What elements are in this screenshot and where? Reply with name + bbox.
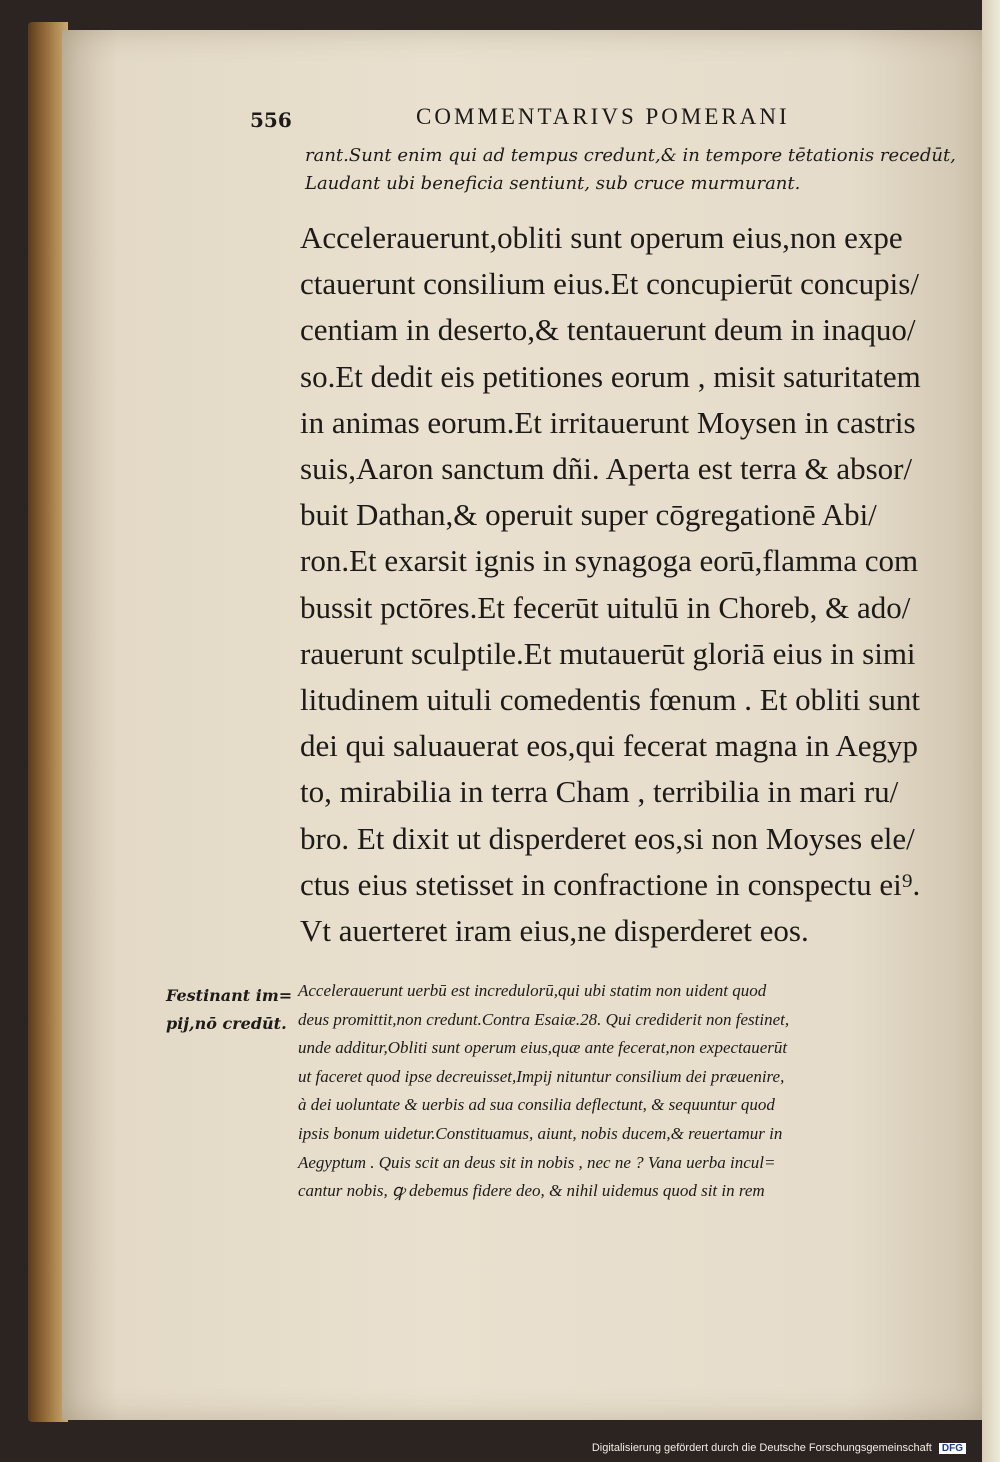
commentary-line: à dei uoluntate & uerbis ad sua consilia deflectunt, & sequuntur quod [298, 1095, 775, 1115]
commentary-line: ut faceret quod ipse decreuisset,Impij nituntur consilium dei præuenire, [298, 1066, 785, 1086]
page-number: 556 [250, 108, 292, 132]
credit-text: Digitalisierung gefördert durch die Deutsche Forschungsgemeinschaft [591, 1442, 932, 1454]
commentary-line: Accelerauerunt uerbū est incredulorū,qui ubi statim non uident quod [298, 981, 767, 1000]
main-line: ctauerunt consilium eius.Et concupierūt concupis/ [300, 266, 919, 302]
dfg-logo: DFG [939, 1443, 966, 1454]
gloss-line: Laudant ubi beneficia sentiunt, sub cruce murmurant. [305, 173, 801, 194]
main-line: dei qui saluauerat eos,qui fecerat magna in Aegyp [300, 728, 919, 764]
main-line: centiam in deserto,& tentauerunt deum in inaquo/ [300, 312, 916, 348]
commentary-line: Aegyptum . Quis scit an deus sit in nobis , nec ne ? Vana uerba incul= [298, 1152, 776, 1172]
commentary-text [298, 977, 958, 1206]
main-text [300, 215, 960, 954]
main-line: ctus eius stetisset in confractione in conspectu ei⁹. [300, 866, 921, 902]
main-line: rauerunt sculptile.Et mutauerūt gloriā eius in simi [300, 635, 916, 671]
main-line: Vt auerteret iram eius,ne disperderet eos. [300, 913, 809, 949]
main-line: so.Et dedit eis petitiones eorum , misit saturitatem [300, 358, 921, 394]
main-line: bro. Et dixit ut disperderet eos,si non Moyses ele/ [300, 820, 915, 856]
main-line: bussit pctōres.Et fecerūt uitulū in Choreb, & ado/ [300, 589, 911, 625]
main-line: to, mirabilia in terra Cham , terribilia in mari ru/ [300, 774, 899, 810]
main-line: buit Dathan,& operuit super cōgregationē Abi/ [300, 497, 877, 533]
running-head: COMMENTARIVS POMERANI [416, 104, 790, 129]
gloss-line: rant.Sunt enim qui ad tempus credunt,& in tempore tētationis recedūt, [305, 145, 956, 166]
marginal-note-line: Festinant im= [166, 986, 293, 1005]
main-line: suis,Aaron sanctum dñi. Aperta est terra & absor/ [300, 451, 913, 487]
digitization-credit [592, 1442, 966, 1454]
top-gloss [305, 142, 965, 198]
commentary-line: cantur nobis, ꝙ debemus fidere deo, & nihil uidemus quod sit in rem [298, 1181, 765, 1201]
main-line: litudinem uituli comedentis fœnum . Et obliti sunt [300, 682, 920, 718]
commentary-line: unde additur,Obliti sunt operum eius,quæ ante fecerat,non expectauerūt [298, 1038, 788, 1058]
main-line: in animas eorum.Et irritauerunt Moysen in castris [300, 404, 916, 440]
marginal-note [166, 982, 296, 1038]
commentary-line: ipsis bonum uidetur.Constituamus, aiunt, nobis ducem,& reuertamur in [298, 1123, 783, 1143]
marginal-note-line: pij,nō credūt. [166, 1014, 287, 1033]
main-line: Accelerauerunt,obliti sunt operum eius,non expe [300, 220, 903, 255]
main-line: ron.Et exarsit ignis in synagoga eorū,flamma com [300, 543, 919, 579]
page-right-edge [982, 0, 1000, 1462]
commentary-line: deus promittit,non credunt.Contra Esaiæ.28. Qui crediderit non festinet, [298, 1009, 790, 1029]
